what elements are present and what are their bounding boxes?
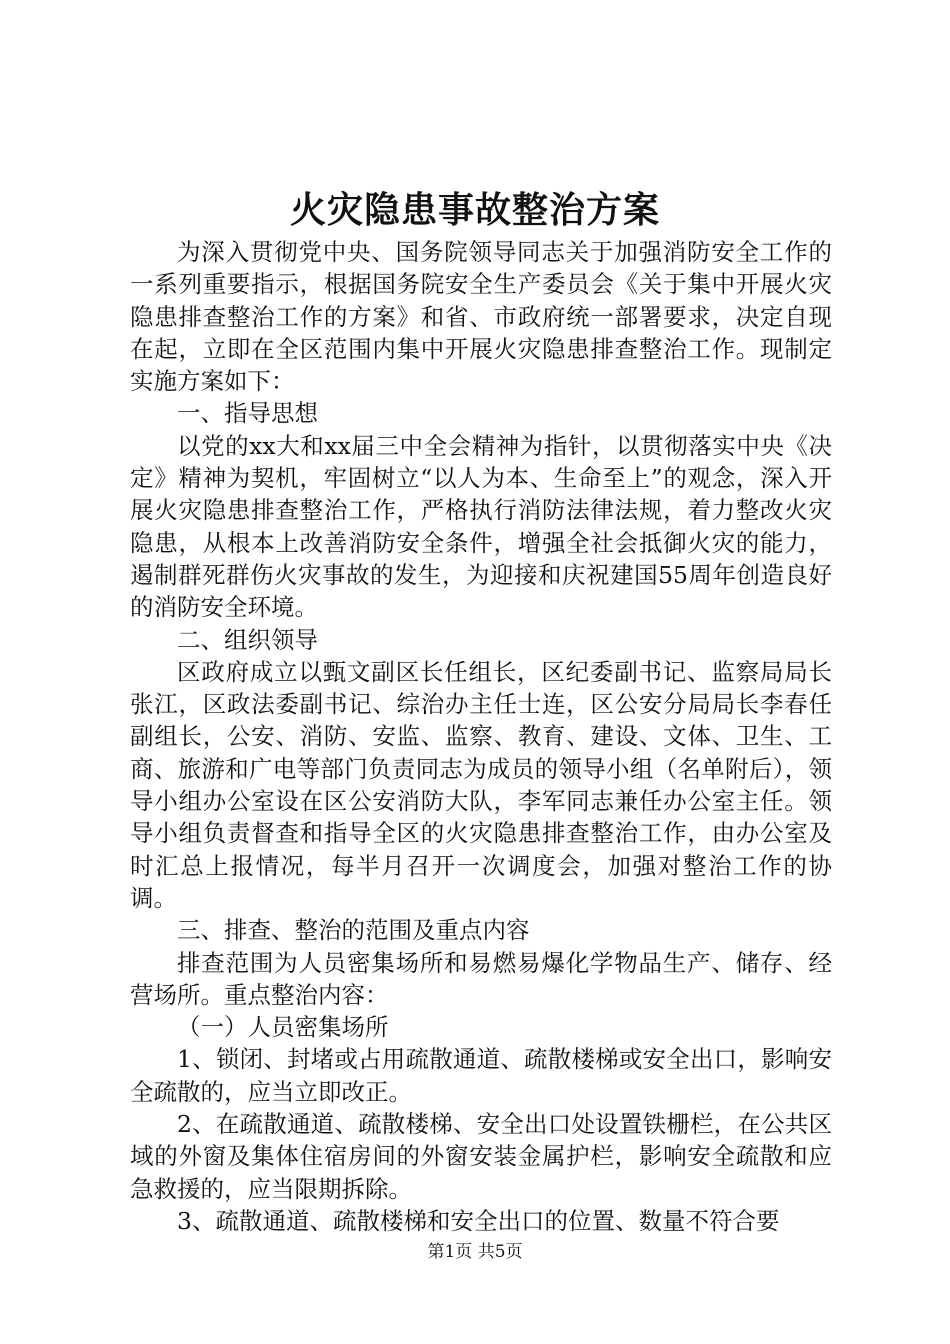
paragraph-intro: 为深入贯彻党中央、国务院领导同志关于加强消防安全工作的一系列重要指示，根据国务院安全生产委员会《关于集中开展火灾隐患排查整治工作的方案》和省、市政府统一部署要求，决定自现在起，立即在全区范围内集中开展火灾隐患排查整治工作。现制定实施方案如下：: [130, 238, 832, 396]
section-heading-organization: 二、组织领导: [177, 625, 318, 654]
paragraph-scope: 排查范围为人员密集场所和易燃易爆化学物品生产、储存、经营场所。重点整治内容：: [130, 948, 832, 1009]
list-item-3: 3、疏散通道、疏散楼梯和安全出口的位置、数量不符合要: [177, 1206, 780, 1235]
paragraph-guiding-ideology: 以党的xx大和xx届三中全会精神为指针，以贯彻落实中央《决定》精神为契机，牢固树立“以人为本、生命至上”的观念，深入开展火灾隐患排查整治工作，严格执行消防法律法规，着力整改火灾隐患，从根本上改善消防安全条件，增强全社会抵御火灾的能力，遏制群死群伤火灾事故的发生，为迎接和庆祝建国55周年创造良好的消防安全环境。: [130, 431, 832, 622]
page-footer: 第1页 共5页: [427, 1242, 523, 1262]
subsection-heading-crowded-places: （一）人员密集场所: [177, 1013, 389, 1042]
section-heading-guiding-ideology: 一、指导思想: [177, 399, 318, 428]
paragraph-organization: 区政府成立以甄文副区长任组长，区纪委副书记、监察局局长张江，区政法委副书记、综治办主任士连，区公安分局局长李春任副组长，公安、消防、安监、监察、教育、建设、文体、卫生、工商、旅游和广电等部门负责同志为成员的领导小组（名单附后），领导小组办公室设在区公安消防大队，李军同志兼任办公室主任。领导小组负责督查和指导全区的火灾隐患排查整治工作，由办公室及时汇总上报情况，每半月召开一次调度会，加强对整治工作的协调。: [130, 657, 832, 912]
list-item-1: 1、锁闭、封堵或占用疏散通道、疏散楼梯或安全出口，影响安全疏散的，应当立即改正。: [130, 1045, 832, 1106]
list-item-2: 2、在疏散通道、疏散楼梯、安全出口处设置铁栅栏，在公共区域的外窗及集体住宿房间的外窗安装金属护栏，影响安全疏散和应急救援的，应当限期拆除。: [130, 1110, 832, 1203]
section-heading-scope: 三、排查、整治的范围及重点内容: [177, 916, 530, 945]
document-title: 火灾隐患事故整治方案: [289, 189, 660, 231]
document-body: [130, 236, 832, 1237]
